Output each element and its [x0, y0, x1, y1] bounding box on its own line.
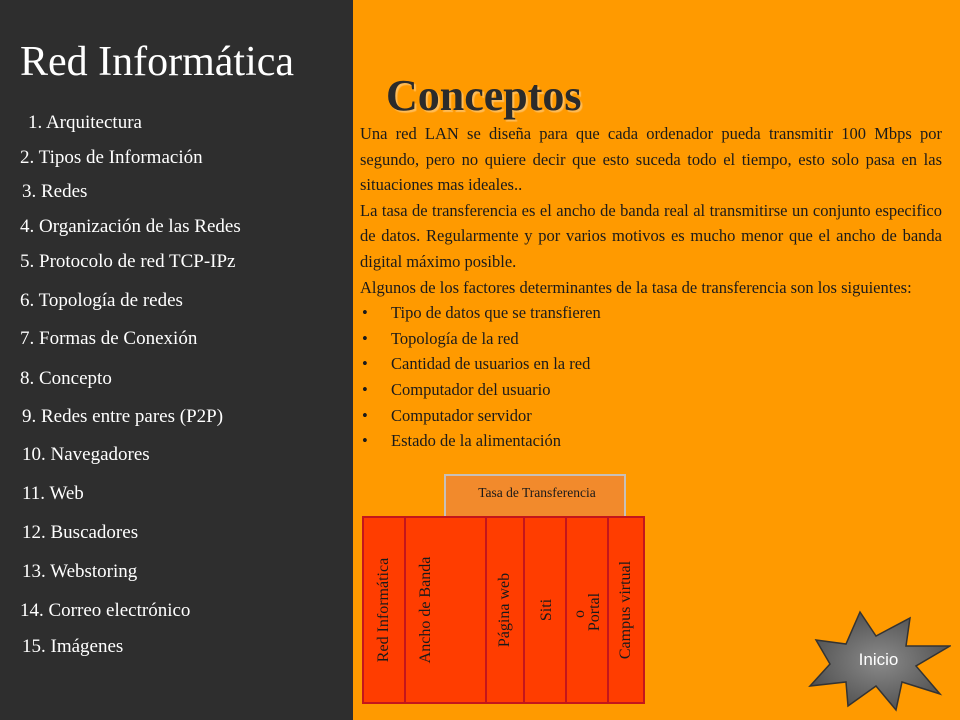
list-item: • Tipo de datos que se transfieren: [360, 300, 942, 326]
nav-item-redes[interactable]: 3. Redes: [22, 181, 88, 202]
tab-sitio-label: [539, 599, 555, 621]
nav-item-arquitectura[interactable]: 1. Arquitectura: [28, 112, 142, 133]
nav-item-topologia-redes[interactable]: 6. Topología de redes: [20, 290, 183, 311]
sidebar-nav: [0, 0, 353, 720]
tab-sitio[interactable]: [523, 516, 567, 704]
nav-item-imagenes[interactable]: 15. Imágenes: [22, 636, 124, 657]
list-item: • Computador del usuario: [360, 377, 942, 403]
page-title: Conceptos: [386, 71, 582, 120]
nav-item-webstoring[interactable]: 13. Webstoring: [22, 561, 138, 582]
nav-item-concepto[interactable]: 8. Concepto: [20, 368, 112, 389]
factors-list: [360, 300, 942, 454]
nav-item-protocolo-tcp-ip[interactable]: 5. Protocolo de red TCP-IPz: [20, 251, 236, 272]
paragraph-tasa: La tasa de transferencia es el ancho de banda real al transmitirse un conjunto especifico de datos. Regularmente y por varios motivos es mucho menor que el ancho de banda digital máximo posible.: [360, 200, 942, 271]
nav-item-tipos-informacion[interactable]: 2. Tipos de Información: [20, 147, 203, 168]
sidebar-title: Red Informática: [20, 39, 295, 85]
tab-pagina-web[interactable]: [485, 516, 525, 704]
concept-text: [360, 121, 942, 454]
tab-sitio-label-part2: o: [571, 610, 588, 618]
paragraph-factores: Algunos de los factores determinantes de la tasa de transferencia son los siguientes:: [360, 277, 912, 297]
tab-red-informatica-label: Red Informática: [375, 557, 392, 663]
nav-item-web[interactable]: 11. Web: [22, 483, 84, 504]
nav-item-correo-electronico[interactable]: 14. Correo electrónico: [20, 600, 191, 621]
nav-item-formas-conexion[interactable]: 7. Formas de Conexión: [20, 328, 198, 349]
nav-item-redes-p2p[interactable]: 9. Redes entre pares (P2P): [22, 406, 224, 427]
tab-portal-label: Portal: [586, 592, 603, 632]
tab-portal[interactable]: [565, 516, 609, 704]
paragraph-lan: Una red LAN se diseña para que cada ordenador pueda transmitir 100 Mbps por segundo, pero no quiere decir que esto suceda todo el tiempo, esto solo pasa en las situaciones mas ideales..: [360, 124, 942, 195]
tab-ancho-de-banda[interactable]: [404, 516, 448, 704]
list-item: • Cantidad de usuarios en la red: [360, 351, 942, 377]
list-item: • Computador servidor: [360, 403, 942, 429]
list-item: • Estado de la alimentación: [360, 428, 942, 454]
list-item: • Topología de la red: [360, 326, 942, 352]
nav-item-buscadores[interactable]: 12. Buscadores: [22, 522, 139, 543]
nav-item-organizacion-redes[interactable]: 4. Organización de las Redes: [20, 216, 241, 237]
tab-pagina-web-label: Página web: [496, 572, 513, 648]
tab-campus-virtual[interactable]: [607, 516, 645, 704]
tab-red-informatica[interactable]: [362, 516, 406, 704]
tab-sitio-label-part1: Siti: [538, 598, 555, 622]
nav-item-navegadores[interactable]: 10. Navegadores: [22, 444, 150, 465]
start-button-label: Inicio: [858, 650, 899, 669]
tab-tasa-label: Tasa de Transferencia: [478, 485, 596, 500]
start-button[interactable]: [806, 610, 951, 712]
tab-campus-virtual-label: Campus virtual: [617, 560, 634, 660]
tab-ancho-de-banda-label: Ancho de Banda: [417, 556, 434, 664]
